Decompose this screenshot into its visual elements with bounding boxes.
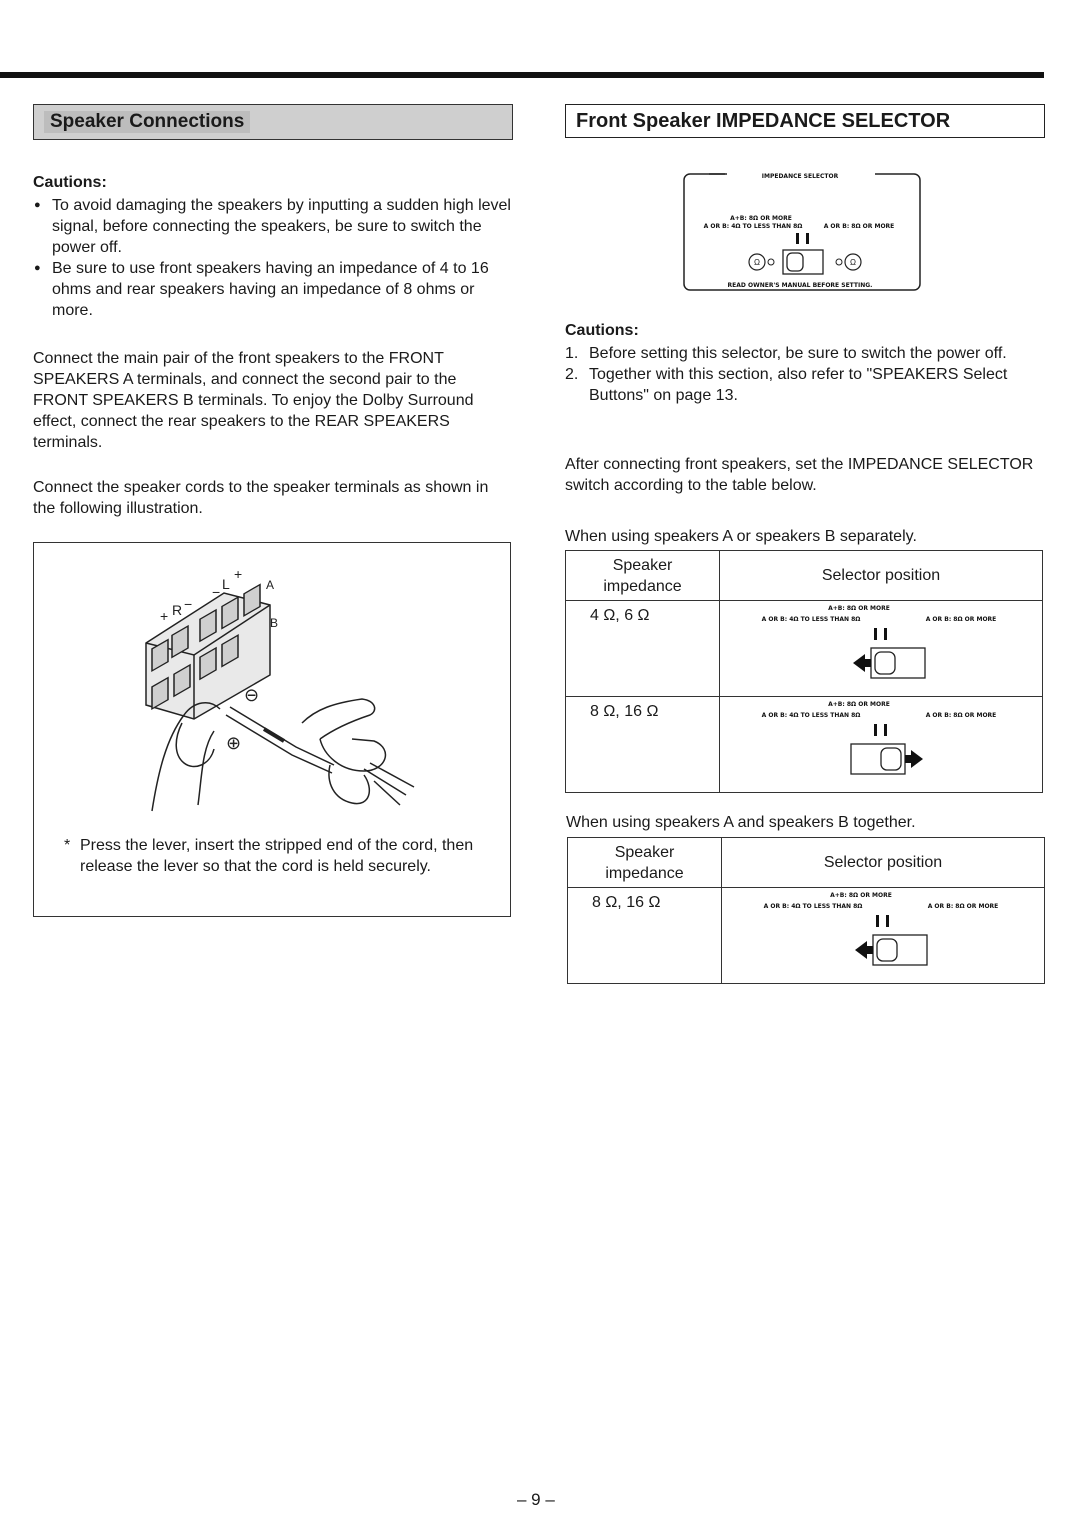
panel-label-ab: A+B: 8Ω OR MORE	[730, 215, 792, 222]
table2-header-selector: Selector position	[722, 838, 1045, 888]
selector-diagram-right	[721, 698, 1041, 786]
mini-label-ab: A+B: 8Ω OR MORE	[830, 892, 892, 899]
mini-label-left: A OR B: 4Ω TO LESS THAN 8Ω	[763, 903, 863, 910]
right-cautions-list	[565, 343, 1047, 406]
table1-caption: When using speakers A or speakers B separately.	[565, 528, 917, 545]
right-cautions-title: Cautions:	[565, 322, 639, 339]
table2-caption: When using speakers A and speakers B together.	[566, 814, 916, 831]
header-line-1: Speaker	[612, 556, 673, 574]
plus-terminal-symbol: ⊕	[226, 733, 242, 753]
mini-label-right: A OR B: 8Ω OR MORE	[925, 616, 997, 623]
label-plus: +	[160, 608, 169, 624]
caution-num: 1.	[565, 345, 579, 362]
minus-terminal-symbol: ⊖	[244, 685, 260, 705]
right-column	[565, 104, 1045, 911]
screw-right-ohm: Ω	[850, 258, 856, 267]
table-row	[568, 888, 1045, 984]
caution-item: ● Be sure to use front speakers having an impedance of 4 to 16 ohms and rear speakers having an impedance of 8 ohms or more.	[33, 258, 513, 321]
panel-label-left: A OR B: 4Ω TO LESS THAN 8Ω	[703, 223, 803, 230]
paragraph-cords: Connect the speaker cords to the speaker terminals as shown in the following illustration.	[33, 479, 489, 517]
label-minus-l: −	[212, 584, 221, 600]
impedance-cell: 4 Ω, 6 Ω	[566, 601, 720, 697]
label-l: L	[222, 576, 230, 592]
caution-text: Together with this section, also refer to "SPEAKERS Select Buttons" on page 13.	[589, 366, 1008, 404]
cautions-title: Cautions:	[33, 174, 107, 191]
table2-header-impedance	[568, 838, 722, 888]
cautions-block	[33, 172, 513, 321]
label-plus-l: +	[234, 566, 243, 582]
cautions-list	[33, 195, 513, 321]
arrow-right-icon	[905, 750, 923, 768]
panel-label-right: A OR B: 8Ω OR MORE	[823, 223, 895, 230]
illustration-box	[33, 542, 511, 917]
label-r: R	[172, 602, 183, 618]
impedance-table-separate	[565, 550, 1043, 793]
panel-title: IMPEDANCE SELECTOR	[761, 173, 839, 180]
paragraph-after-connecting: After connecting front speakers, set the IMPEDANCE SELECTOR switch according to the table below.	[565, 456, 1034, 494]
switch-right-position	[851, 744, 905, 774]
note-text: Press the lever, insert the stripped end of the cord, then release the lever so that the cord is held securely.	[80, 837, 474, 875]
impedance-table-together	[567, 837, 1045, 984]
right-cautions-block	[565, 320, 1047, 406]
mini-label-right: A OR B: 8Ω OR MORE	[925, 712, 997, 719]
selector-cell	[722, 888, 1045, 984]
note-asterisk: *	[64, 837, 71, 854]
caution-numbered-item	[565, 364, 1047, 406]
caution-item: ● To avoid damaging the speakers by inputting a sudden high level signal, before connecting the speakers, be sure to switch the power off.	[33, 195, 513, 258]
mini-label-ab: A+B: 8Ω OR MORE	[828, 605, 890, 612]
panel-footer: READ OWNER'S MANUAL BEFORE SETTING.	[727, 282, 873, 289]
mini-label-left: A OR B: 4Ω TO LESS THAN 8Ω	[761, 616, 861, 623]
header-line-2: impedance	[605, 864, 684, 882]
switch-left-position	[871, 648, 925, 678]
table1-header-selector: Selector position	[720, 551, 1043, 601]
section-title-text: Front Speaker IMPEDANCE SELECTOR	[576, 109, 951, 132]
impedance-selector-panel	[683, 170, 921, 292]
illustration-note	[64, 835, 484, 877]
section-title-speaker-connections	[33, 104, 513, 140]
section-title-impedance-selector	[565, 104, 1045, 138]
panel-switch	[783, 250, 823, 274]
label-minus: −	[184, 596, 193, 612]
screw-left-ohm: Ω	[754, 258, 760, 267]
arrow-left-icon	[853, 654, 871, 672]
switch-left-position	[873, 935, 927, 965]
top-rule	[0, 72, 1044, 78]
left-column	[33, 104, 513, 875]
arrow-left-icon	[855, 941, 873, 959]
label-b: B	[270, 616, 279, 630]
table1-header-impedance	[566, 551, 720, 601]
header-line-1: Speaker	[614, 843, 675, 861]
selector-diagram-left	[721, 602, 1041, 690]
paragraph-connect-front: Connect the main pair of the front speakers to the FRONT SPEAKERS A terminals, and connect the second pair to the FRONT SPEAKERS B terminals. To enjoy the Dolby Surround effect, connect the rear speakers to the REAR SPEAKERS terminals.	[33, 350, 474, 451]
table-row	[566, 697, 1043, 793]
mini-label-ab: A+B: 8Ω OR MORE	[828, 701, 890, 708]
page-number: – 9 –	[517, 1490, 555, 1509]
table-row	[566, 601, 1043, 697]
mini-label-right: A OR B: 8Ω OR MORE	[927, 903, 999, 910]
mini-label-left: A OR B: 4Ω TO LESS THAN 8Ω	[761, 712, 861, 719]
selector-cell	[720, 697, 1043, 793]
caution-numbered-item	[565, 343, 1047, 364]
selector-diagram-left	[723, 889, 1043, 977]
selector-cell	[720, 601, 1043, 697]
caution-text: Before setting this selector, be sure to switch the power off.	[589, 345, 1007, 362]
caution-num: 2.	[565, 366, 579, 383]
section-title-text: Speaker Connections	[44, 111, 250, 133]
impedance-cell: 8 Ω, 16 Ω	[566, 697, 720, 793]
header-line-2: impedance	[603, 577, 682, 595]
speaker-terminal-illustration	[34, 543, 510, 833]
impedance-cell: 8 Ω, 16 Ω	[568, 888, 722, 984]
label-a: A	[266, 578, 275, 592]
